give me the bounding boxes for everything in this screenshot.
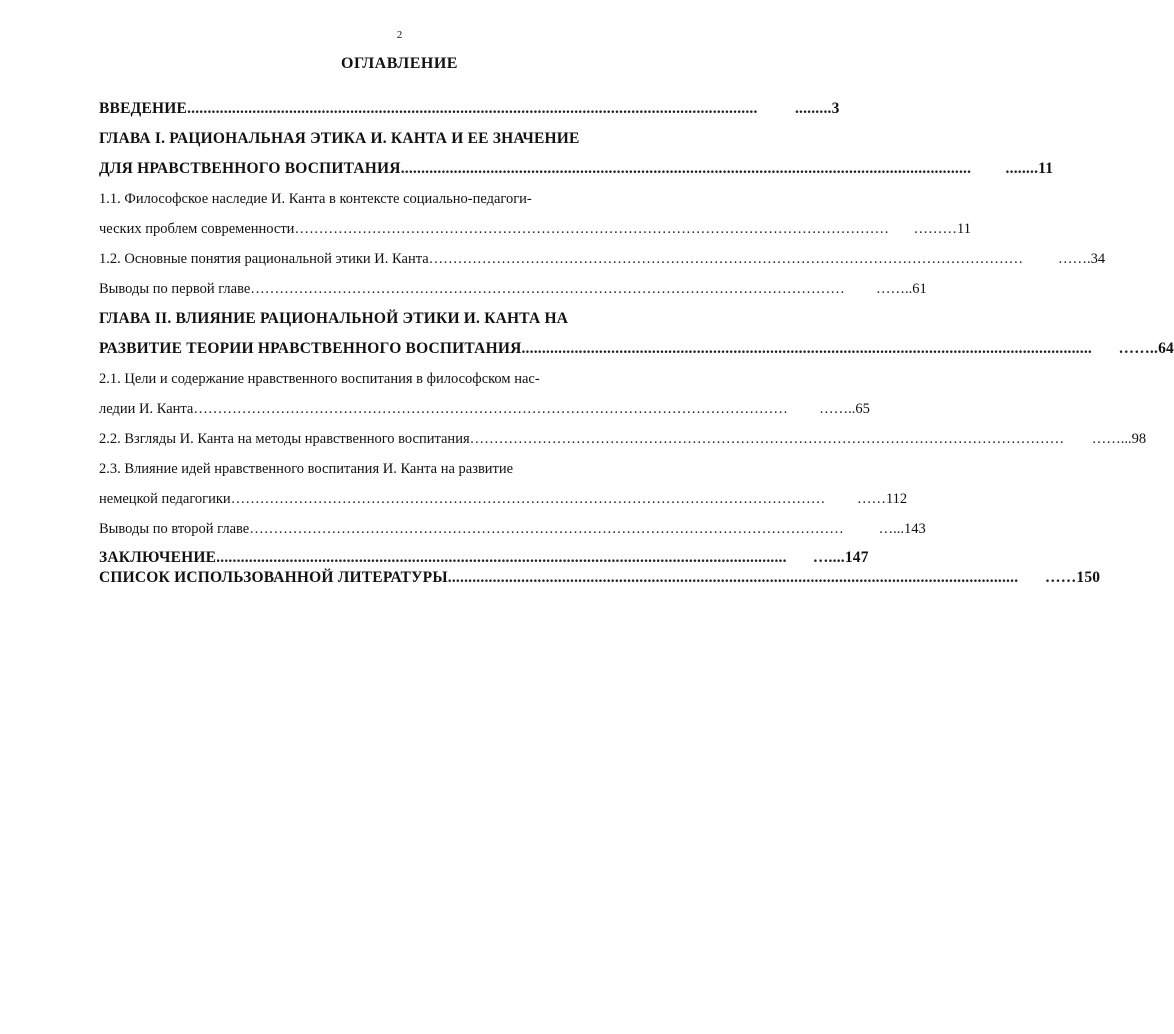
toc-section-2-1-title: 2.1. Цели и содержание нравственного воспитания в философском нас-	[99, 371, 540, 387]
dot-leader: ……………………………………………………………………………………………………………	[428, 251, 1024, 267]
toc-entry-bibliography: СПИСОК ИСПОЛЬЗОВАННОЙ ЛИТЕРАТУРЫ ............................................................................................................................................ ……150	[99, 569, 1101, 586]
page-number: 2	[396, 29, 403, 41]
toc-section-1-1-title: 1.1. Философское наследие И. Канта в контексте социально-педагоги-	[99, 191, 532, 207]
dot-leader: ............................................................................................................................................	[447, 569, 1019, 586]
toc-entry-page: 34	[1090, 251, 1106, 267]
toc-entry-page: 147	[844, 549, 869, 566]
dot-leader: ……………………………………………………………………………………………………………	[469, 431, 1065, 447]
toc-entry-conclusion-chapter-2: Выводы по второй главе …………………………………………………………………………………………………………… …...143	[99, 514, 741, 544]
dot-leader: ……………………………………………………………………………………………………………	[294, 221, 889, 237]
toc-entry-page: 112	[885, 491, 908, 507]
table-of-contents	[99, 94, 1174, 588]
toc-entry-page: 150	[1076, 569, 1101, 586]
toc-entry-page: 64	[1158, 340, 1174, 357]
toc-entry-text: ЗАКЛЮЧЕНИЕ	[99, 549, 217, 566]
toc-entry-section-1-1: ческих проблем современности …………………………………………………………………………………………………………… ………11	[99, 214, 741, 244]
toc-entry-page: 143	[903, 521, 926, 537]
toc-section-2-3-title: 2.3. Влияние идей нравственного воспитания И. Канта на развитие	[99, 461, 514, 477]
toc-entry-text: 1.2. Основные понятия рациональной этики И. Канта	[99, 251, 429, 267]
dot-leader: ……………………………………………………………………………………………………………	[249, 521, 844, 537]
toc-entry-text: РАЗВИТИЕ ТЕОРИИ НРАВСТВЕННОГО ВОСПИТАНИЯ	[99, 340, 522, 357]
dot-leader: ............................................................................................................................................	[400, 160, 972, 177]
dot-leader: ............................................................................................................................................	[521, 340, 1092, 357]
toc-entry-text: ледии И. Канта	[99, 401, 194, 417]
toc-entry-text: ческих проблем современности	[99, 221, 295, 237]
toc-entry-section-2-2: 2.2. Взгляды И. Канта на методы нравственного воспитания …………………………………………………………………………………………………………… ……...98	[99, 424, 741, 454]
toc-entry-chapter-1: ДЛЯ НРАВСТВЕННОГО ВОСПИТАНИЯ ............................................................................................................................................ ........11	[99, 154, 741, 184]
toc-entry-page: 11	[1038, 160, 1054, 177]
dot-leader: ............................................................................................................................................	[216, 549, 787, 566]
toc-entry-page: 11	[956, 221, 971, 237]
toc-entry-text: Выводы по первой главе	[99, 281, 251, 297]
toc-entry-page: 3	[831, 100, 840, 117]
toc-entry-section-1-2: 1.2. Основные понятия рациональной этики И. Канта …………………………………………………………………………………………………………… …….34	[99, 244, 741, 274]
dot-leader: ……………………………………………………………………………………………………………	[250, 281, 845, 297]
dot-leader: ……………………………………………………………………………………………………………	[230, 491, 826, 507]
toc-entry-text: ВВЕДЕНИЕ	[99, 100, 188, 117]
toc-chapter-2-title: ГЛАВА II. ВЛИЯНИЕ РАЦИОНАЛЬНОЙ ЭТИКИ И. КАНТА НА	[99, 310, 569, 327]
toc-entry-text: ДЛЯ НРАВСТВЕННОГО ВОСПИТАНИЯ	[99, 160, 401, 177]
dot-leader: ……………………………………………………………………………………………………………	[193, 401, 788, 417]
toc-chapter-1-title: ГЛАВА I. РАЦИОНАЛЬНАЯ ЭТИКА И. КАНТА И ЕЕ ЗНАЧЕНИЕ	[99, 130, 580, 147]
toc-entry-section-2-3: немецкой педагогики …………………………………………………………………………………………………………… ……112	[99, 484, 741, 514]
toc-entry-conclusion: ЗАКЛЮЧЕНИЕ ............................................................................................................................................ …....147	[99, 549, 869, 566]
toc-entry-text: Выводы по второй главе	[99, 521, 250, 537]
toc-entry-page: 61	[912, 281, 927, 297]
document-title: ОГЛАВЛЕНИЕ	[341, 55, 458, 72]
toc-entry-text: СПИСОК ИСПОЛЬЗОВАННОЙ ЛИТЕРАТУРЫ	[99, 569, 448, 586]
toc-entry-page: 65	[855, 401, 870, 417]
toc-entry-section-2-1: ледии И. Канта …………………………………………………………………………………………………………… ……..65	[99, 394, 741, 424]
toc-entry-chapter-2: РАЗВИТИЕ ТЕОРИИ НРАВСТВЕННОГО ВОСПИТАНИЯ ............................................................................................................................................ ……..64	[99, 334, 741, 364]
toc-entry-text: 2.2. Взгляды И. Канта на методы нравственного воспитания	[99, 431, 470, 447]
toc-entry-introduction: ВВЕДЕНИЕ ............................................................................................................................................ .........3	[99, 94, 741, 124]
toc-entry-conclusion-chapter-1: Выводы по первой главе …………………………………………………………………………………………………………… ……..61	[99, 274, 741, 304]
dot-leader: ............................................................................................................................................	[187, 100, 758, 117]
toc-entry-page: 98	[1131, 431, 1147, 447]
toc-entry-text: немецкой педагогики	[99, 491, 231, 507]
